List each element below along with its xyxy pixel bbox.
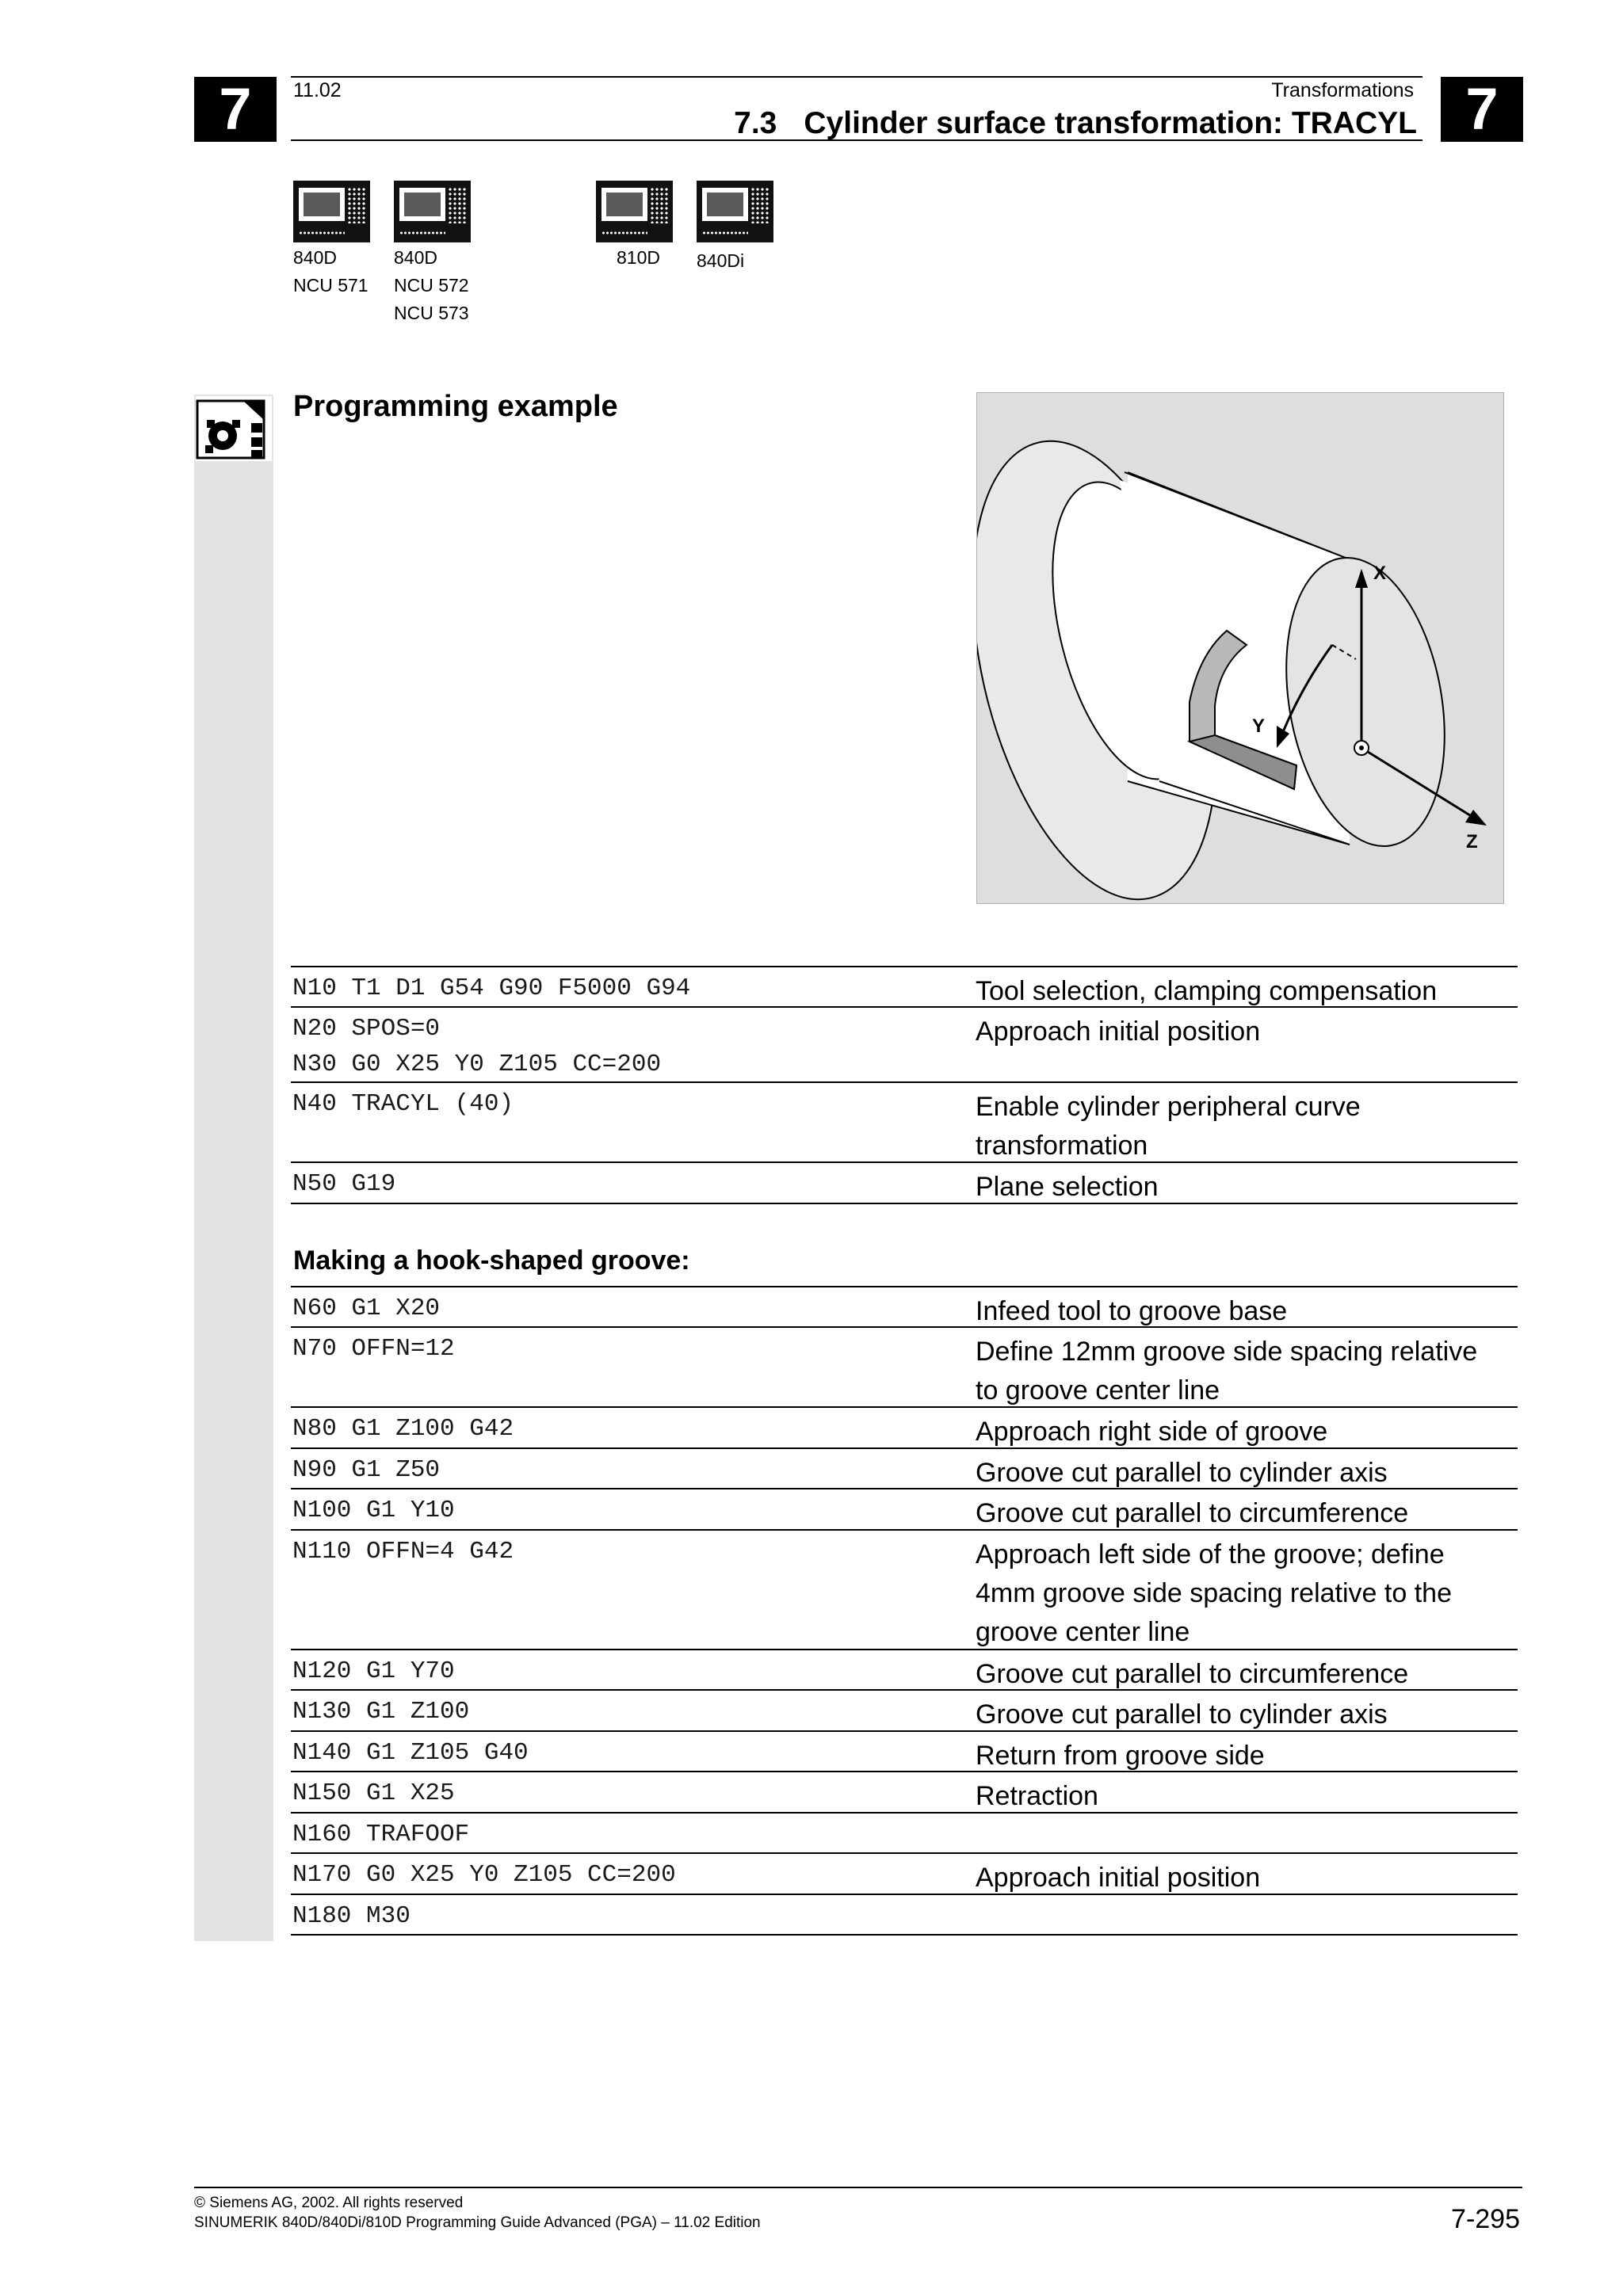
nc-comment: Enable cylinder peripheral curve transformation <box>976 1092 1361 1161</box>
nc-comment: Retraction <box>976 1781 1098 1811</box>
control-label-840d-ncu572: 840D NCU 572 NCU 573 <box>394 247 469 323</box>
nc-comment: Infeed tool to groove base <box>976 1296 1288 1326</box>
margin-bar <box>194 395 273 1941</box>
table-bottom-rule <box>291 1934 1518 1936</box>
nc-code: N130 G1 Z100 <box>292 1698 470 1726</box>
nc-code: N10 T1 D1 G54 G90 F5000 G94 <box>292 974 691 1002</box>
nc-code: N100 G1 Y10 <box>292 1497 455 1524</box>
nc-code: N70 OFFN=12 <box>292 1335 455 1363</box>
table-row <box>291 1006 1518 1081</box>
nc-comment: Tool selection, clamping compensation <box>976 976 1438 1006</box>
table-row <box>291 1488 1518 1529</box>
table-row <box>291 1447 1518 1488</box>
header-top-rule <box>291 76 1423 78</box>
chapter-badge-left <box>194 77 277 142</box>
control-label-810d: 810D <box>617 247 660 268</box>
chapter-number: 7 <box>1465 76 1499 142</box>
nc-comment: Approach initial position <box>976 1016 1261 1047</box>
control-840di-icon <box>697 181 773 242</box>
control-810d-icon <box>596 181 673 242</box>
section-title-programming-example: Programming example <box>293 390 618 423</box>
nc-comment: Groove cut parallel to circumference <box>976 1659 1409 1689</box>
axis-label-y: Y <box>1252 715 1266 737</box>
control-label-840di: 840Di <box>697 250 745 271</box>
nc-code: N110 OFFN=4 G42 <box>292 1538 514 1566</box>
section-title: Cylinder surface transformation: TRACYL <box>804 106 1417 140</box>
nc-comment: Approach left side of the groove; define 4mm groove side spacing relative to the groove center line <box>976 1539 1452 1647</box>
nc-code: N60 G1 X20 <box>292 1295 441 1322</box>
table-row <box>291 1730 1518 1771</box>
footer-copyright: © Siemens AG, 2002. All rights reserved <box>194 2195 464 2211</box>
table-row <box>291 1771 1518 1812</box>
nc-comment: Groove cut parallel to cylinder axis <box>976 1458 1388 1488</box>
page-number: 7-295 <box>1451 2204 1520 2234</box>
cylinder-figure <box>976 392 1504 904</box>
table-row <box>291 1081 1518 1161</box>
control-840d-icon <box>394 181 471 242</box>
nc-comment: Define 12mm groove side spacing relative to groove center line <box>976 1337 1478 1405</box>
header-chapter-title: Transformations <box>1271 79 1414 101</box>
table-row <box>291 966 1518 1006</box>
nc-code: N120 G1 Y70 <box>292 1657 455 1685</box>
chapter-badge-right <box>1441 77 1523 142</box>
nc-comment: Groove cut parallel to circumference <box>976 1498 1409 1528</box>
section-heading <box>734 106 1417 141</box>
table-row <box>291 1812 1518 1852</box>
chapter-number: 7 <box>219 76 252 142</box>
nc-code: N160 TRAFOOF <box>292 1821 470 1848</box>
header-date: 11.02 <box>293 79 342 101</box>
nc-code: N150 G1 X25 <box>292 1779 455 1807</box>
table-row <box>291 1852 1518 1894</box>
table-row <box>291 1286 1518 1326</box>
control-label-840d-ncu571: 840D NCU 571 <box>293 247 369 296</box>
nc-code: N80 G1 Z100 G42 <box>292 1415 514 1443</box>
cylinder-drawing <box>977 393 1505 905</box>
table-row <box>291 1326 1518 1406</box>
axis-label-x: X <box>1373 563 1387 584</box>
table-row <box>291 1161 1518 1203</box>
table-row <box>291 1649 1518 1689</box>
nc-comment: Approach initial position <box>976 1863 1261 1893</box>
nc-code: N20 SPOS=0 N30 G0 X25 Y0 Z105 CC=200 <box>292 1015 662 1078</box>
nc-comment: Groove cut parallel to cylinder axis <box>976 1699 1388 1730</box>
nc-code: N40 TRACYL (40) <box>292 1090 514 1118</box>
nc-comment: Plane selection <box>976 1172 1159 1202</box>
subheading-hook-groove: Making a hook-shaped groove: <box>293 1245 690 1276</box>
nc-code: N90 G1 Z50 <box>292 1456 441 1484</box>
nc-comment: Approach right side of groove <box>976 1417 1328 1447</box>
table-row <box>291 1406 1518 1447</box>
table-bottom-rule <box>291 1203 1518 1204</box>
control-840d-icon <box>293 181 370 242</box>
nc-code: N140 G1 Z105 G40 <box>292 1739 529 1767</box>
section-number: 7.3 <box>734 106 777 140</box>
footer-rule <box>194 2187 1522 2188</box>
nc-code: N180 M30 <box>292 1902 411 1930</box>
nc-code: N170 G0 X25 Y0 Z105 CC=200 <box>292 1861 676 1889</box>
nc-comment: Return from groove side <box>976 1741 1265 1771</box>
footer-manual-title: SINUMERIK 840D/840Di/810D Programming Guide Advanced (PGA) – 11.02 Edition <box>194 2214 761 2231</box>
axis-label-z: Z <box>1466 831 1478 852</box>
nc-code: N50 G19 <box>292 1170 396 1198</box>
programming-example-icon <box>196 396 272 461</box>
table-row <box>291 1529 1518 1649</box>
table-row <box>291 1689 1518 1730</box>
header-bottom-rule <box>291 139 1423 141</box>
table-row <box>291 1894 1518 1934</box>
